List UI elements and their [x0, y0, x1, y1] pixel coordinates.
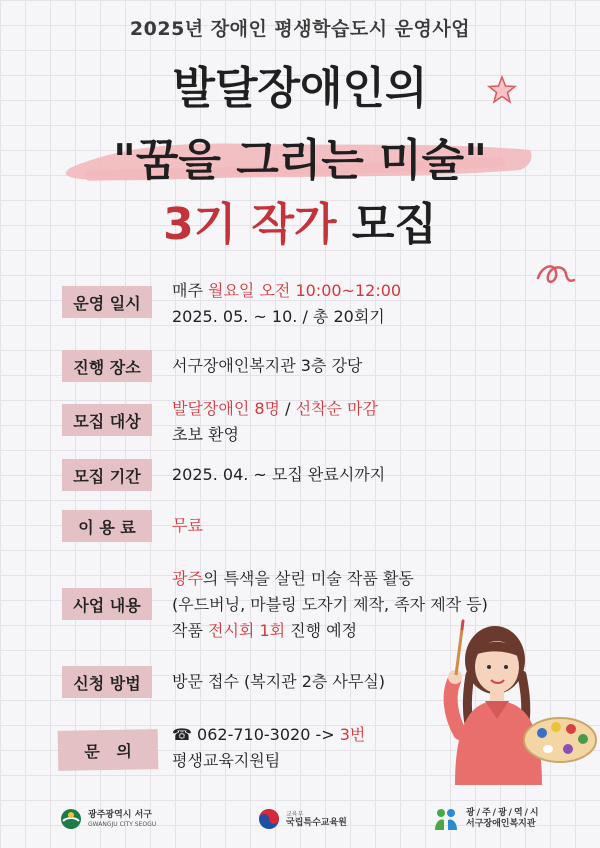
headline-highlight: 3기 작가 — [163, 199, 337, 250]
label-venue: 진행 장소 — [62, 350, 152, 382]
target-value — [172, 396, 378, 448]
schedule-value — [172, 278, 401, 330]
label-target: 모집 대상 — [62, 404, 152, 436]
logo-nise — [258, 808, 347, 830]
inquiry-value — [172, 722, 365, 774]
target-beginner: 초보 환영 — [172, 425, 239, 444]
seogu-emblem-icon — [60, 808, 82, 830]
phone-icon: ☎ — [172, 725, 192, 744]
content-gwangju: 광주 — [172, 569, 203, 588]
welfare-center-emblem-icon — [432, 806, 460, 832]
schedule-dates: 2025. 05. ~ 10. / 총 20회기 — [172, 307, 385, 326]
painter-illustration — [430, 615, 600, 785]
target-deadline: 선착순 마감 — [295, 399, 378, 418]
headline-recruit: 모집 — [336, 199, 437, 250]
headline-line3 — [0, 188, 600, 252]
content-activities: (우드버닝, 마블링 도자기 제작, 족자 제작 등) — [172, 595, 488, 614]
target-sep: / — [280, 399, 296, 418]
content-desc: 의 특색을 살린 미술 작품 활동 — [202, 569, 414, 588]
seogu-sub: GWANGJU CITY SEOGU — [88, 821, 157, 828]
period-value: 2025. 04. ~ 모집 완료시까지 — [172, 465, 386, 484]
headline-line2: "꿈을 그리는 미술" — [112, 135, 487, 186]
logo-welfare-center — [432, 806, 541, 832]
content-planned: 진행 예정 — [285, 621, 358, 640]
content-work: 작품 — [172, 621, 208, 640]
squiggle-decoration-icon — [536, 258, 576, 292]
label-schedule: 운영 일시 — [62, 286, 152, 318]
nise-name: 국립특수교육원 — [286, 818, 347, 828]
venue-value: 서구장애인복지관 3층 강당 — [172, 356, 363, 375]
event-series-title: 2025년 장애인 평생학습도시 운영사업 — [129, 18, 471, 40]
label-content: 사업 내용 — [62, 588, 152, 620]
logo-seogu — [60, 808, 156, 830]
taegeuk-emblem-icon — [258, 808, 280, 830]
welfare-name: 서구장애인복지관 — [466, 819, 536, 829]
target-count: 발달장애인 8명 — [172, 399, 281, 418]
welfare-city: 광/주/광/역/시 — [466, 808, 541, 818]
label-inquiry: 문 의 — [58, 729, 159, 771]
headline-line1: 발달장애인의 — [172, 63, 428, 114]
fee-value: 무료 — [172, 516, 203, 535]
label-apply: 신청 방법 — [62, 666, 152, 698]
schedule-time: 월요일 오전 10:00~12:00 — [208, 281, 402, 300]
inquiry-team: 평생교육지원팀 — [172, 751, 281, 770]
content-exhibition: 전시회 1회 — [208, 621, 286, 640]
label-fee: 이 용 료 — [62, 510, 152, 542]
seogu-name: 광주광역시 서구 — [88, 810, 152, 820]
nise-ministry: 교육부 — [286, 811, 304, 818]
label-period: 모집 기간 — [62, 459, 152, 491]
inquiry-phone: 062-710-3020 -> — [191, 725, 340, 744]
apply-value: 방문 접수 (복지관 2층 사무실) — [172, 672, 386, 691]
inquiry-ext: 3번 — [339, 725, 366, 744]
schedule-every: 매주 — [172, 281, 208, 300]
